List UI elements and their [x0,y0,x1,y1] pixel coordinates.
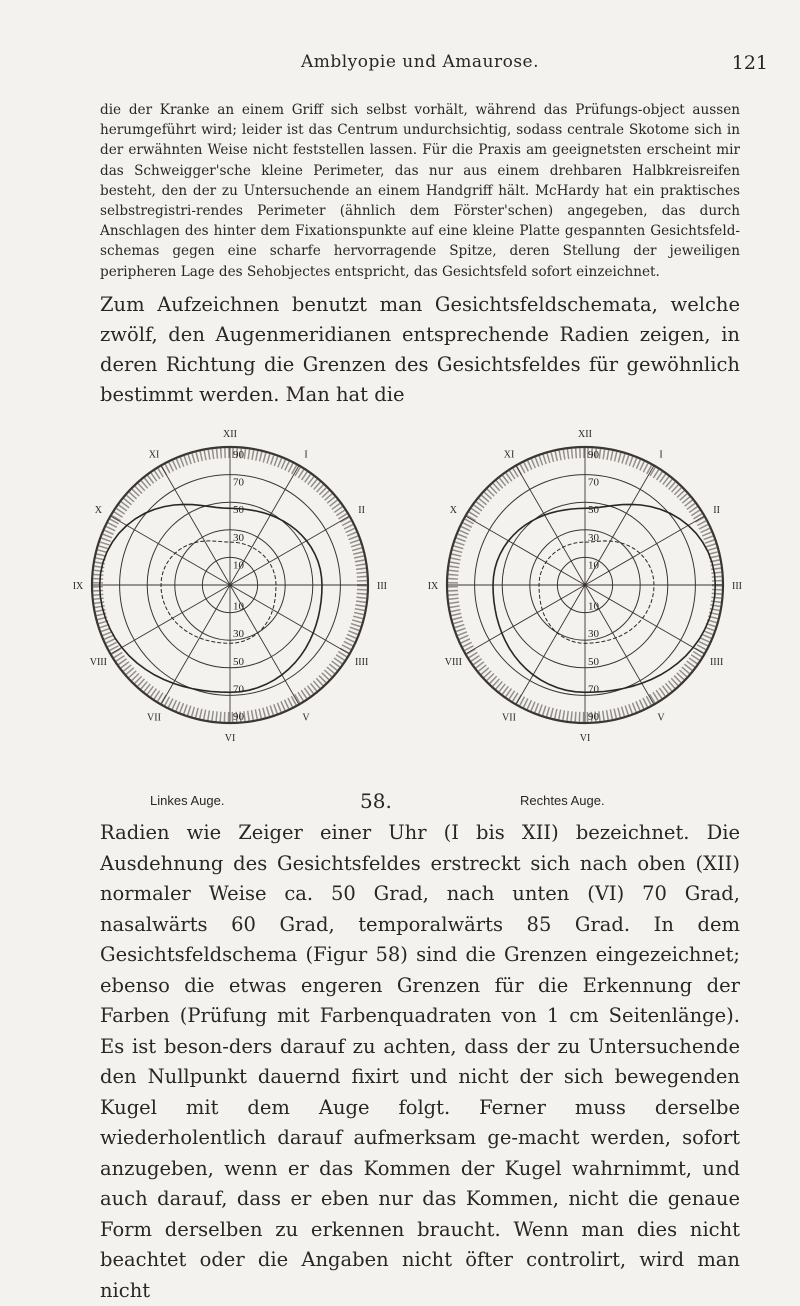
left-degree-label-top: 30 [233,531,244,544]
left-degree-label-bottom: 10 [233,600,244,613]
left-degree-label-top: 90 [233,449,244,461]
paragraph-2-text: Radien wie Zeiger einer Uhr (I bis XII) bezeichnet. Die Ausdehnung des Gesichtsfeldes erstreckt sich nach oben (XII) normaler Weise ca. 50 Grad, nach unten (VI) 70 Grad, nasalwärts 60 Grad, temporalwärts 85 Grad. In dem Gesichtsfeldschema (Figur 58) sind die Grenzen eingezeichnet; ebenso die etwas engeren Grenzen für die Erkennung der Farben (Prüfung mit Farbenquadraten von 1 cm Seitenlänge). Es ist beson-ders darauf zu achten, dass der zu Untersuchende den Nullpunkt dauernd fixirt und nicht der sich bewegenden Kugel mit dem Auge folgt. Ferner muss derselbe wiederholentlich darauf aufmerksam ge-macht werden, sofort anzugeben, wenn er das Kommen der Kugel wahrnimmt, und auch darauf, dass er eben nur das Kommen, nicht die genaue Form derselben zu erkennen braucht. Wenn man dies nicht beachtet oder die Angaben nicht öfter controlirt, wird man nicht [100,821,740,1302]
left-clock-label: XII [223,429,237,440]
right-clock-label: XII [578,429,592,440]
body-paragraph-2 [100,818,740,1306]
left-degree-label-top: 50 [233,504,244,517]
page-header [100,52,768,82]
right-degree-label-top: 70 [588,476,599,489]
visual-field-charts [72,385,742,805]
figure-number: 58. [360,789,392,813]
right-clock-label: XI [503,449,515,461]
right-eye-caption: Rechtes Auge. [520,793,605,808]
right-degree-label-bottom: 50 [588,655,599,668]
right-meridian [585,585,705,654]
right-clock-label: IIII [709,657,724,668]
small-print-paragraph [100,100,740,282]
left-clock-label: II [358,505,365,516]
left-meridian [161,585,230,705]
small-paragraph-text: die der Kranke an einem Griff sich selbst vorhält, während das Prüfungs-object aussen herumgeführt wird; leider ist das Centrum undurchsichtig, sodass centrale Skotome sich in der erwähnten Weise nicht feststellen lassen. Für die Praxis am geeignetsten erscheint mir das Schweigger'sche kleine Perimeter, das nur aus einem drehbaren Halbkreisreifen besteht, den der zu Untersuchende an einem Handgriff hält. McHardy hat ein praktisches selbstregistri-rendes Perimeter (ähnlich dem Förster'schen) angegeben, das durch Anschlagen des hinter dem Fixationspunkte auf eine kleine Platte gespannten Gesichtsfeld-schemas gegen eine scharfe hervorragende Spitze, deren Stellung der jeweiligen peripheren Lage des Sehobjectes entspricht, das Gesichtsfeld sofort einzeichnet. [100,102,740,280]
right-degree-label-top: 30 [588,531,599,544]
page-number: 121 [731,52,768,74]
left-degree-label-bottom: 30 [233,628,244,641]
left-degree-label-bottom: 90 [233,711,244,723]
left-degree-label-bottom: 70 [233,683,244,696]
left-clock-label: VI [224,733,236,744]
left-clock-label: X [94,505,102,516]
right-clock-label: VI [579,733,591,744]
left-clock-label: VIII [89,657,107,668]
left-meridian [110,516,230,585]
left-degree-label-bottom: 50 [233,655,244,668]
left-meridian [230,585,350,654]
right-degree-label-top: 50 [588,504,599,517]
left-clock-label: XI [148,449,160,461]
left-clock-label: I [304,449,308,461]
left-clock-label: VII [147,712,161,724]
right-clock-label: VII [502,712,516,724]
right-clock-label: IX [427,581,439,592]
right-clock-label: VIII [444,657,462,668]
right-degree-label-bottom: 90 [588,711,599,723]
right-degree-label-top: 90 [588,449,599,461]
paragraph-1-text: Zum Aufzeichnen benutzt man Gesichtsfeldschemata, welche zwölf, den Augenmeridianen entsprechende Radien zeigen, in deren Richtung die Grenzen des Gesichtsfeldes für gewöhnlich bestimmt werden. Man hat die [100,293,740,406]
right-degree-label-top: 10 [588,559,599,572]
right-degree-label-bottom: 70 [588,683,599,696]
right-meridian [585,516,705,585]
right-clock-label: II [713,505,720,516]
left-meridian [230,516,350,585]
left-degree-label-top: 10 [233,559,244,572]
visual-field-figure [72,385,742,805]
left-degree-label-top: 70 [233,476,244,489]
left-meridian [110,585,230,654]
left-clock-label: IIII [354,657,369,668]
right-clock-label: I [659,449,663,461]
right-meridian [465,585,585,654]
right-clock-label: III [732,581,742,592]
left-clock-label: IX [72,581,84,592]
right-clock-label: X [449,505,457,516]
right-clock-label: V [657,712,665,724]
right-meridian [516,585,585,705]
right-degree-label-bottom: 10 [588,600,599,613]
running-title: Amblyopie und Amaurose. [300,52,540,72]
left-clock-label: III [377,581,387,592]
right-degree-label-bottom: 30 [588,628,599,641]
left-clock-label: V [302,712,310,724]
left-meridian [161,465,230,585]
left-eye-caption: Linkes Auge. [150,793,225,808]
right-meridian [465,516,585,585]
